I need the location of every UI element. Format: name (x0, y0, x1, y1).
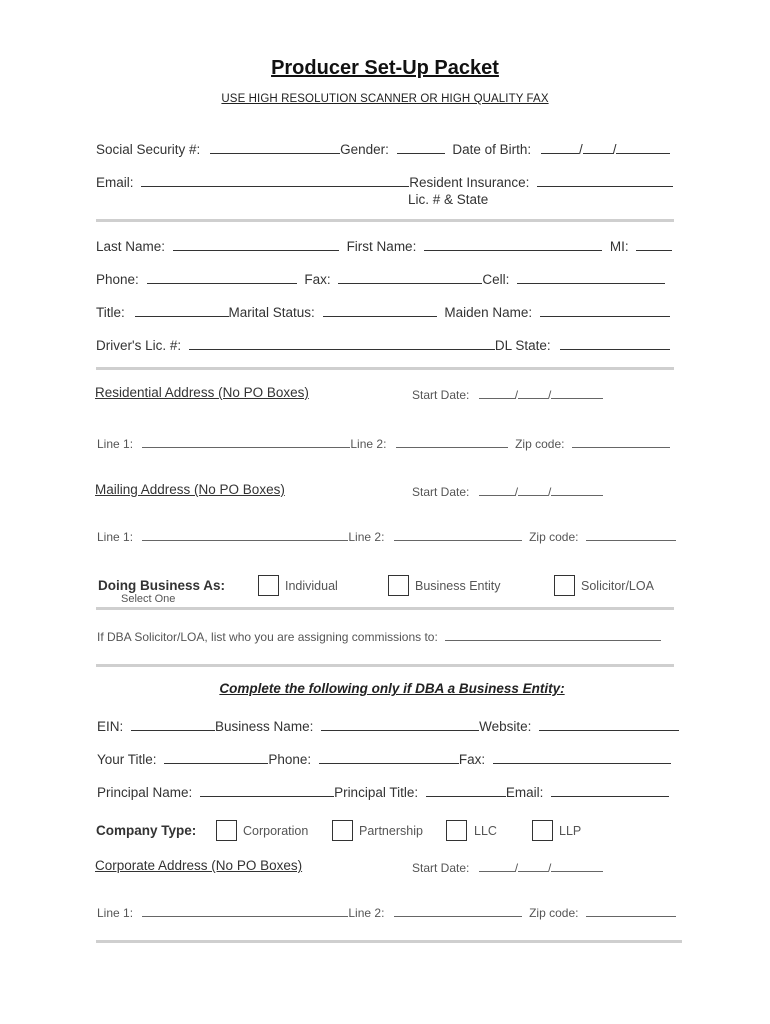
ssn-label: Social Security #: (96, 142, 201, 157)
residential-start-slash: / (514, 388, 519, 402)
mailing-start-slash: / (514, 485, 519, 499)
residential-line2-label: Line 2: (350, 437, 387, 451)
email-label: Email: (96, 175, 134, 190)
company-partnership-label: Partnership (359, 824, 423, 838)
divider (96, 940, 682, 943)
phone-row (96, 271, 665, 287)
dba-solicitor-label: Solicitor/LOA (581, 579, 654, 593)
corporate-start-day[interactable] (518, 859, 548, 872)
mailing-start-row (412, 483, 603, 499)
last-name-field[interactable] (173, 238, 339, 251)
mi-field[interactable] (636, 238, 672, 251)
title-row (96, 304, 670, 320)
mailing-start-label: Start Date: (412, 485, 470, 499)
ein-label: EIN: (97, 719, 124, 734)
company-partnership-checkbox[interactable] (332, 820, 353, 841)
company-llp-checkbox[interactable] (532, 820, 553, 841)
corporate-line-row (97, 904, 676, 920)
assign-label: If DBA Solicitor/LOA, list who you are assigning commissions to: (97, 630, 438, 644)
residential-start-month[interactable] (479, 386, 515, 399)
dba-label: Doing Business As: (98, 578, 226, 593)
corporate-line2-label: Line 2: (348, 906, 385, 920)
dba-solicitor-checkbox[interactable] (554, 575, 575, 596)
company-corporation-checkbox[interactable] (216, 820, 237, 841)
name-row (96, 238, 672, 254)
principal-title-field[interactable] (426, 784, 506, 797)
dl-state-label: DL State: (494, 338, 551, 353)
company-llp-label: LLP (559, 824, 582, 838)
ein-row (97, 718, 679, 734)
ssn-row (96, 141, 670, 157)
mailing-start-month[interactable] (479, 483, 515, 496)
dba-individual-label: Individual (285, 579, 338, 593)
website-field[interactable] (539, 718, 679, 731)
dl-row (96, 337, 670, 353)
dl-number-label: Driver's Lic. #: (96, 338, 182, 353)
dba-individual-checkbox[interactable] (258, 575, 279, 596)
gender-field[interactable] (397, 141, 445, 154)
last-name-label: Last Name: (96, 239, 166, 254)
residential-zip-label: Zip code: (515, 437, 565, 451)
principal-row (97, 784, 669, 800)
residential-start-label: Start Date: (412, 388, 470, 402)
company-corporation-label: Corporation (243, 824, 309, 838)
corporate-line2-field[interactable] (394, 904, 522, 917)
business-phone-field[interactable] (319, 751, 459, 764)
divider (96, 607, 674, 610)
residential-line2-field[interactable] (396, 435, 508, 448)
page-title: Producer Set-Up Packet (271, 57, 499, 79)
title-label: Title: (96, 305, 125, 320)
residential-line1-label: Line 1: (97, 437, 134, 451)
residential-start-slash: / (548, 388, 552, 402)
dl-number-field[interactable] (189, 337, 495, 350)
business-email-label: Email: (505, 785, 544, 800)
business-heading: Complete the following only if DBA a Business Entity: (219, 681, 565, 696)
your-title-field[interactable] (164, 751, 268, 764)
fax-field[interactable] (338, 271, 482, 284)
website-label: Website: (479, 719, 532, 734)
corporate-start-row (412, 859, 603, 875)
mailing-start-day[interactable] (518, 483, 548, 496)
resident-label: Resident Insurance: (409, 175, 530, 190)
mailing-line1-field[interactable] (142, 528, 348, 541)
marital-field[interactable] (323, 304, 437, 317)
corporate-start-month[interactable] (479, 859, 515, 872)
dob-day-field[interactable] (583, 141, 613, 154)
residential-line1-field[interactable] (142, 435, 350, 448)
email-field[interactable] (141, 174, 409, 187)
principal-title-label: Principal Title: (334, 785, 419, 800)
residential-line-row (97, 435, 670, 451)
business-phone-label: Phone: (268, 752, 312, 767)
mailing-line-row (97, 528, 676, 544)
first-name-label: First Name: (346, 239, 417, 254)
resident-field[interactable] (537, 174, 673, 187)
maiden-label: Maiden Name: (444, 305, 533, 320)
residential-zip-field[interactable] (572, 435, 670, 448)
corporate-zip-field[interactable] (586, 904, 676, 917)
mailing-zip-field[interactable] (586, 528, 676, 541)
company-type-label: Company Type: (96, 823, 197, 838)
company-llc-label: LLC (474, 824, 497, 838)
page-subtitle: USE HIGH RESOLUTION SCANNER OR HIGH QUALITY FAX (221, 93, 549, 105)
marital-label: Marital Status: (228, 305, 315, 320)
corporate-heading: Corporate Address (No PO Boxes) (95, 858, 303, 873)
dob-year-field[interactable] (616, 141, 670, 154)
dl-state-field[interactable] (560, 337, 670, 350)
mi-label: MI: (609, 239, 629, 254)
gender-label: Gender: (340, 142, 389, 157)
ein-field[interactable] (131, 718, 215, 731)
dob-slash-2: / (612, 142, 617, 157)
mailing-line2-field[interactable] (394, 528, 522, 541)
mailing-line2-label: Line 2: (348, 530, 385, 544)
dba-business-entity-checkbox[interactable] (388, 575, 409, 596)
email-row (96, 174, 673, 190)
divider (96, 219, 674, 222)
dob-slash-1: / (578, 142, 583, 157)
cell-field[interactable] (517, 271, 665, 284)
dob-label: Date of Birth: (452, 142, 532, 157)
residential-start-year[interactable] (551, 386, 603, 399)
principal-name-field[interactable] (200, 784, 334, 797)
mailing-zip-label: Zip code: (529, 530, 579, 544)
maiden-field[interactable] (540, 304, 670, 317)
phone-field[interactable] (147, 271, 297, 284)
divider (96, 367, 674, 370)
your-title-row (97, 751, 671, 767)
phone-label: Phone: (96, 272, 139, 287)
mailing-start-slash: / (548, 485, 552, 499)
mailing-start-year[interactable] (551, 483, 603, 496)
dob-month-field[interactable] (541, 141, 579, 154)
principal-name-label: Principal Name: (97, 785, 193, 800)
dba-business-entity-label: Business Entity (415, 579, 501, 593)
corporate-zip-label: Zip code: (529, 906, 579, 920)
corporate-start-slash: / (548, 861, 552, 875)
business-email-field[interactable] (551, 784, 669, 797)
ssn-field[interactable] (210, 141, 340, 154)
title-field[interactable] (135, 304, 229, 317)
cell-label: Cell: (482, 272, 510, 287)
your-title-label: Your Title: (97, 752, 157, 767)
corporate-start-slash: / (514, 861, 519, 875)
residential-start-day[interactable] (518, 386, 548, 399)
mailing-heading: Mailing Address (No PO Boxes) (95, 482, 285, 497)
company-llc-checkbox[interactable] (446, 820, 467, 841)
first-name-field[interactable] (424, 238, 602, 251)
fax-label: Fax: (304, 272, 331, 287)
divider (96, 664, 674, 667)
residential-start-row (412, 386, 603, 402)
mailing-line1-label: Line 1: (97, 530, 134, 544)
dba-hint: Select One (121, 593, 176, 605)
assign-field[interactable] (445, 628, 661, 641)
corporate-start-year[interactable] (551, 859, 603, 872)
assign-row (97, 628, 661, 644)
corporate-line1-field[interactable] (142, 904, 348, 917)
resident-label-2: Lic. # & State (408, 192, 489, 207)
business-name-label: Business Name: (215, 719, 314, 734)
corporate-line1-label: Line 1: (97, 906, 134, 920)
business-name-field[interactable] (321, 718, 479, 731)
business-fax-label: Fax: (458, 752, 486, 767)
residential-heading: Residential Address (No PO Boxes) (95, 385, 309, 400)
business-fax-field[interactable] (493, 751, 671, 764)
corporate-start-label: Start Date: (412, 861, 470, 875)
